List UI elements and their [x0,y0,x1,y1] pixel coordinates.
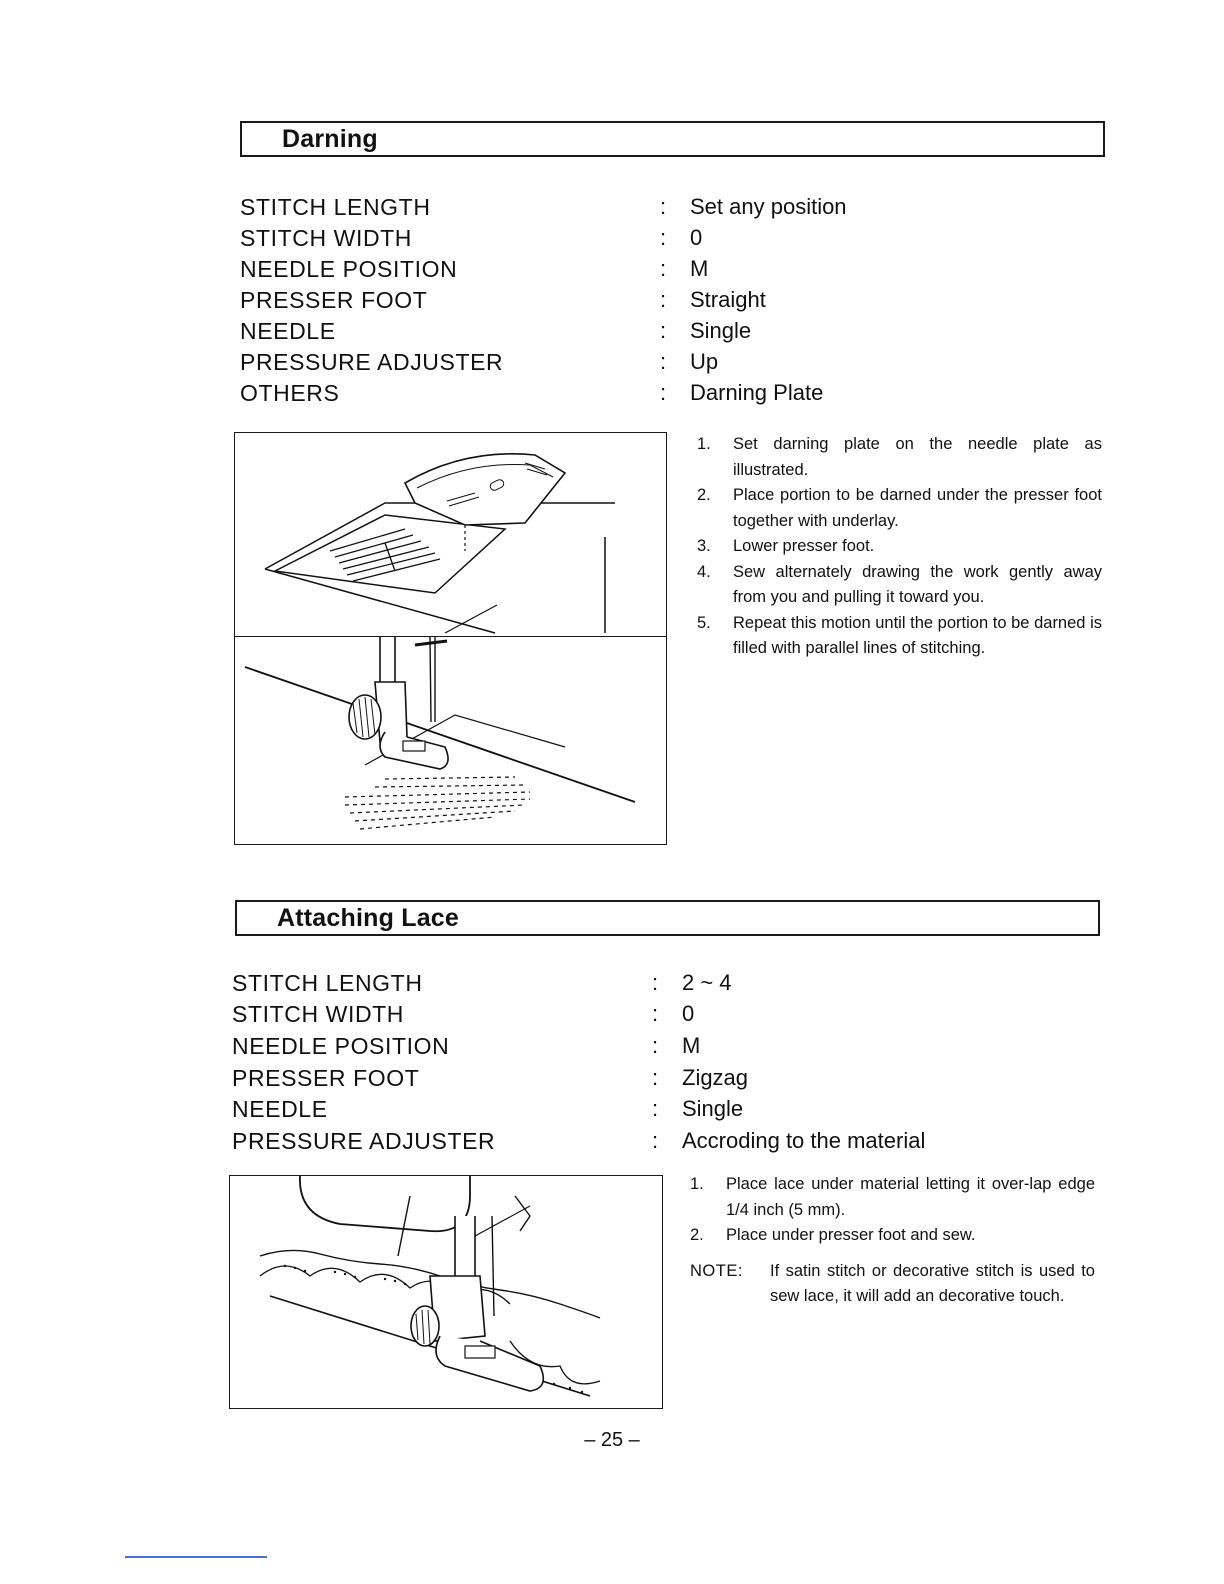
step-text: Set darning plate on the needle plate as illustrated. [733,435,1102,479]
spec-colon: : [652,1096,659,1121]
step-text: Place under presser foot and sew. [726,1226,976,1244]
spec-label: STITCH LENGTH [240,194,431,220]
step-number: 1. [690,1175,704,1193]
spec-colon: : [652,970,659,995]
spec-colon: : [660,380,667,405]
spec-value: Single [682,1096,744,1121]
note-label: NOTE: [690,1261,743,1280]
lace-title: Attaching Lace [277,903,459,932]
spec-label: STITCH WIDTH [232,1001,405,1027]
step-item [697,534,1102,560]
spec-label: STITCH WIDTH [240,225,413,251]
lace-specs [232,970,952,1160]
darning-title-box [240,121,1105,157]
spec-colon: : [660,194,667,219]
page-number: – 25 – [584,1429,640,1451]
lace-sewing-illustration [230,1176,661,1407]
spec-value: Zigzag [682,1065,749,1090]
spec-colon: : [660,287,667,312]
step-number: 4. [697,562,711,581]
spec-value: 2 ~ 4 [682,970,732,995]
spec-colon: : [652,1033,659,1058]
step-number: 2. [690,1226,704,1244]
spec-value: Single [690,318,752,343]
spec-label: NEEDLE POSITION [240,256,458,282]
step-number: 1. [697,435,711,453]
darning-title: Darning [282,124,378,153]
spec-label: NEEDLE [232,1096,328,1122]
spec-label: PRESSER FOOT [240,287,428,313]
step-item [690,1223,1095,1249]
spec-label: STITCH LENGTH [232,970,423,996]
step-item [690,1172,1095,1223]
spec-label: NEEDLE POSITION [232,1033,450,1059]
darning-illustration-box [234,432,667,845]
spec-label: PRESSURE ADJUSTER [240,349,504,375]
step-number: 5. [697,613,711,632]
spec-colon: : [652,1001,659,1026]
spec-value: Straight [690,287,766,312]
spec-label: PRESSER FOOT [232,1065,420,1091]
lace-steps [690,1172,1095,1310]
spec-colon: : [660,256,667,281]
step-item [697,432,1102,483]
spec-value: Up [690,349,719,374]
spec-colon: : [660,318,667,343]
spec-colon: : [660,225,667,250]
spec-colon: : [652,1065,659,1090]
note-text: If satin stitch or decorative stitch is used to sew lace, it will add an decorative touch. [770,1261,1095,1305]
spec-colon: : [660,349,667,374]
step-text: Sew alternately drawing the work gently away from you and pulling it toward you. [733,562,1102,606]
spec-value: Set any position [690,194,847,219]
spec-label: NEEDLE [240,318,336,344]
spec-value: 0 [682,1001,695,1026]
step-item [697,483,1102,534]
decorative-rule [125,1556,267,1558]
spec-label: PRESSURE ADJUSTER [232,1128,496,1154]
spec-value: 0 [690,225,703,250]
step-item [697,611,1102,662]
spec-label: OTHERS [240,380,340,406]
note [690,1259,1095,1310]
step-number: 3. [697,537,711,555]
lace-title-box [235,900,1100,936]
step-text: Repeat this motion until the portion to be darned is filled with parallel lines of stitching. [733,613,1102,657]
spec-value: Darning Plate [690,380,824,405]
spec-value: M [682,1033,701,1058]
spec-colon: : [652,1128,659,1153]
darning-sewing-illustration [235,637,665,844]
step-text: Place portion to be darned under the presser foot together with underlay. [733,486,1102,530]
step-number: 2. [697,486,711,504]
step-text: Place lace under material letting it over-lap edge 1/4 inch (5 mm). [726,1175,1095,1219]
lace-illustration-box [229,1175,663,1409]
step-text: Lower presser foot. [733,537,875,555]
darning-specs [240,194,940,414]
step-item [697,560,1102,611]
spec-value: M [690,256,709,281]
spec-value: Accroding to the material [682,1128,926,1153]
darning-steps [697,432,1102,662]
darning-plate-illustration [235,433,665,636]
